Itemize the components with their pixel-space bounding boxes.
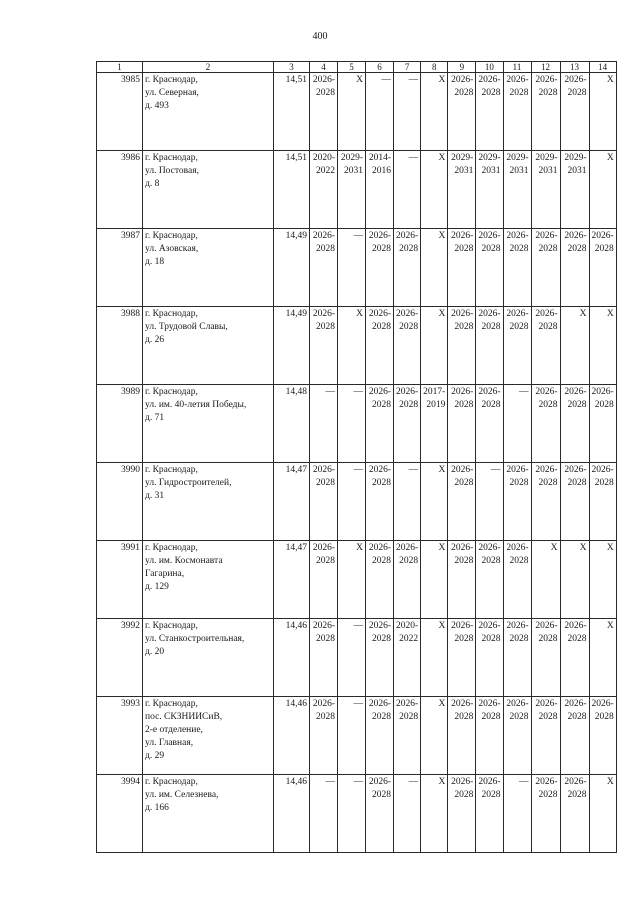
column-number-cell: 13 [560, 62, 589, 73]
record-number-cell: 3985 [97, 73, 143, 151]
period-cell: 2029- 2031 [503, 151, 531, 229]
table-row [97, 775, 617, 853]
period-cell: 2026- 2028 [366, 307, 394, 385]
table-row [97, 307, 617, 385]
record-number-cell: 3987 [97, 229, 143, 307]
period-cell: X [421, 463, 448, 541]
period-cell: 2026- 2028 [310, 697, 338, 775]
period-cell: 2026- 2028 [366, 463, 394, 541]
period-cell: 2026- 2028 [366, 697, 394, 775]
address-cell: г. Краснодар, ул. Гидростроителей, д. 31 [143, 463, 274, 541]
period-cell: — [338, 463, 366, 541]
period-cell: 2026- 2028 [394, 697, 421, 775]
period-cell: 2026- 2028 [531, 385, 560, 463]
period-cell: 2026- 2028 [366, 775, 394, 853]
period-cell: 2026- 2028 [394, 229, 421, 307]
address-cell: г. Краснодар, пос. СКЗНИИСиВ, 2-е отделение, ул. Главная, д. 29 [143, 697, 274, 775]
period-cell: 2026- 2028 [476, 697, 503, 775]
period-cell: X [421, 541, 448, 619]
period-cell: 2026- 2028 [503, 619, 531, 697]
column-number-cell: 7 [394, 62, 421, 73]
area-cell: 14,47 [274, 541, 310, 619]
period-cell: 2026- 2028 [476, 619, 503, 697]
period-cell: X [589, 541, 616, 619]
period-cell: X [421, 229, 448, 307]
period-cell: 2026- 2028 [531, 619, 560, 697]
column-number-cell: 5 [338, 62, 366, 73]
period-cell: — [338, 385, 366, 463]
period-cell: — [394, 775, 421, 853]
period-cell: 2026- 2028 [476, 775, 503, 853]
period-cell: 2026- 2028 [448, 775, 476, 853]
period-cell: X [560, 307, 589, 385]
column-number-row [97, 62, 617, 73]
period-cell: 2026- 2028 [531, 307, 560, 385]
record-number-cell: 3990 [97, 463, 143, 541]
column-number-cell: 3 [274, 62, 310, 73]
period-cell: X [338, 73, 366, 151]
period-cell: 2026- 2028 [448, 307, 476, 385]
period-cell: 2026- 2028 [531, 463, 560, 541]
address-cell: г. Краснодар, ул. им. 40-летия Победы, д. 71 [143, 385, 274, 463]
period-cell: 2026- 2028 [589, 229, 616, 307]
period-cell: 2026- 2028 [531, 775, 560, 853]
period-cell: X [338, 307, 366, 385]
address-cell: г. Краснодар, ул. Северная, д. 493 [143, 73, 274, 151]
table-row [97, 73, 617, 151]
period-cell: X [589, 73, 616, 151]
area-cell: 14,46 [274, 619, 310, 697]
period-cell: 2026- 2028 [531, 229, 560, 307]
record-number-cell: 3988 [97, 307, 143, 385]
period-cell: 2026- 2028 [310, 229, 338, 307]
period-cell: 2026- 2028 [503, 307, 531, 385]
period-cell: 2026- 2028 [560, 463, 589, 541]
address-cell: г. Краснодар, ул. им. Космонавта Гагарина, д. 129 [143, 541, 274, 619]
area-cell: 14,49 [274, 307, 310, 385]
period-cell: X [421, 151, 448, 229]
period-cell: 2026- 2028 [476, 541, 503, 619]
period-cell: 2026- 2028 [560, 229, 589, 307]
period-cell: 2026- 2028 [448, 619, 476, 697]
period-cell: 2026- 2028 [503, 697, 531, 775]
period-cell: 2029- 2031 [338, 151, 366, 229]
table-row [97, 697, 617, 775]
period-cell: X [421, 307, 448, 385]
address-cell: г. Краснодар, ул. Постовая, д. 8 [143, 151, 274, 229]
period-cell: — [394, 463, 421, 541]
period-cell: — [503, 385, 531, 463]
table-row [97, 385, 617, 463]
period-cell: X [421, 73, 448, 151]
column-number-cell: 2 [143, 62, 274, 73]
period-cell: 2026- 2028 [310, 73, 338, 151]
period-cell: — [338, 697, 366, 775]
period-cell: — [476, 463, 503, 541]
area-cell: 14,51 [274, 151, 310, 229]
period-cell: 2026- 2028 [503, 463, 531, 541]
column-number-cell: 1 [97, 62, 143, 73]
period-cell: 2026- 2028 [448, 541, 476, 619]
period-cell: X [421, 697, 448, 775]
period-cell: 2026- 2028 [366, 541, 394, 619]
period-cell: 2020- 2022 [394, 619, 421, 697]
address-cell: г. Краснодар, ул. Трудовой Славы, д. 26 [143, 307, 274, 385]
area-cell: 14,47 [274, 463, 310, 541]
period-cell: 2026- 2028 [476, 385, 503, 463]
period-cell: X [589, 775, 616, 853]
period-cell: 2029- 2031 [560, 151, 589, 229]
period-cell: 2026- 2028 [589, 385, 616, 463]
area-cell: 14,46 [274, 697, 310, 775]
column-number-cell: 9 [448, 62, 476, 73]
period-cell: 2026- 2028 [366, 229, 394, 307]
period-cell: 2020- 2022 [310, 151, 338, 229]
period-cell: 2026- 2028 [531, 73, 560, 151]
period-cell: 2014- 2016 [366, 151, 394, 229]
area-cell: 14,49 [274, 229, 310, 307]
column-number-cell: 11 [503, 62, 531, 73]
period-cell: — [338, 775, 366, 853]
period-cell: — [394, 73, 421, 151]
period-cell: — [310, 775, 338, 853]
period-cell: 2026- 2028 [310, 619, 338, 697]
period-cell: X [531, 541, 560, 619]
period-cell: 2026- 2028 [366, 619, 394, 697]
period-cell: — [338, 229, 366, 307]
period-cell: 2026- 2028 [448, 73, 476, 151]
period-cell: 2026- 2028 [503, 229, 531, 307]
period-cell: — [503, 775, 531, 853]
address-cell: г. Краснодар, ул. Азовская, д. 18 [143, 229, 274, 307]
period-cell: — [338, 619, 366, 697]
period-cell: 2026- 2028 [448, 229, 476, 307]
period-cell: 2026- 2028 [394, 385, 421, 463]
period-cell: 2026- 2028 [560, 697, 589, 775]
period-cell: 2026- 2028 [448, 697, 476, 775]
address-cell: г. Краснодар, ул. Станкостроительная, д. 20 [143, 619, 274, 697]
period-cell: 2029- 2031 [476, 151, 503, 229]
period-cell: — [394, 151, 421, 229]
page-number: 400 [312, 31, 328, 42]
period-cell: 2026- 2028 [476, 73, 503, 151]
period-cell: 2029- 2031 [448, 151, 476, 229]
register-table [96, 61, 617, 853]
record-number-cell: 3992 [97, 619, 143, 697]
address-cell: г. Краснодар, ул. им. Селезнева, д. 166 [143, 775, 274, 853]
period-cell: 2026- 2028 [589, 697, 616, 775]
column-number-cell: 14 [589, 62, 616, 73]
period-cell: 2026- 2028 [310, 541, 338, 619]
period-cell: 2026- 2028 [310, 463, 338, 541]
table-row [97, 463, 617, 541]
table-body [97, 62, 617, 853]
record-number-cell: 3994 [97, 775, 143, 853]
column-number-cell: 8 [421, 62, 448, 73]
period-cell: — [366, 73, 394, 151]
area-cell: 14,48 [274, 385, 310, 463]
period-cell: X [421, 775, 448, 853]
period-cell: X [589, 307, 616, 385]
period-cell: 2029- 2031 [531, 151, 560, 229]
record-number-cell: 3989 [97, 385, 143, 463]
table-row [97, 541, 617, 619]
period-cell: 2026- 2028 [394, 307, 421, 385]
period-cell: 2026- 2028 [476, 229, 503, 307]
period-cell: 2026- 2028 [448, 463, 476, 541]
period-cell: X [338, 541, 366, 619]
period-cell: — [310, 385, 338, 463]
period-cell: 2026- 2028 [448, 385, 476, 463]
period-cell: X [589, 151, 616, 229]
period-cell: 2026- 2028 [560, 775, 589, 853]
period-cell: 2017- 2019 [421, 385, 448, 463]
record-number-cell: 3993 [97, 697, 143, 775]
period-cell: X [589, 619, 616, 697]
period-cell: 2026- 2028 [560, 385, 589, 463]
period-cell: X [560, 541, 589, 619]
period-cell: 2026- 2028 [589, 463, 616, 541]
table-row [97, 229, 617, 307]
period-cell: 2026- 2028 [503, 541, 531, 619]
column-number-cell: 6 [366, 62, 394, 73]
period-cell: 2026- 2028 [503, 73, 531, 151]
record-number-cell: 3991 [97, 541, 143, 619]
table-row [97, 151, 617, 229]
period-cell: 2026- 2028 [366, 385, 394, 463]
column-number-cell: 12 [531, 62, 560, 73]
area-cell: 14,46 [274, 775, 310, 853]
period-cell: 2026- 2028 [476, 307, 503, 385]
period-cell: 2026- 2028 [560, 619, 589, 697]
period-cell: 2026- 2028 [394, 541, 421, 619]
area-cell: 14,51 [274, 73, 310, 151]
table-row [97, 619, 617, 697]
column-number-cell: 4 [310, 62, 338, 73]
period-cell: 2026- 2028 [310, 307, 338, 385]
period-cell: 2026- 2028 [531, 697, 560, 775]
period-cell: 2026- 2028 [560, 73, 589, 151]
record-number-cell: 3986 [97, 151, 143, 229]
period-cell: X [421, 619, 448, 697]
column-number-cell: 10 [476, 62, 503, 73]
